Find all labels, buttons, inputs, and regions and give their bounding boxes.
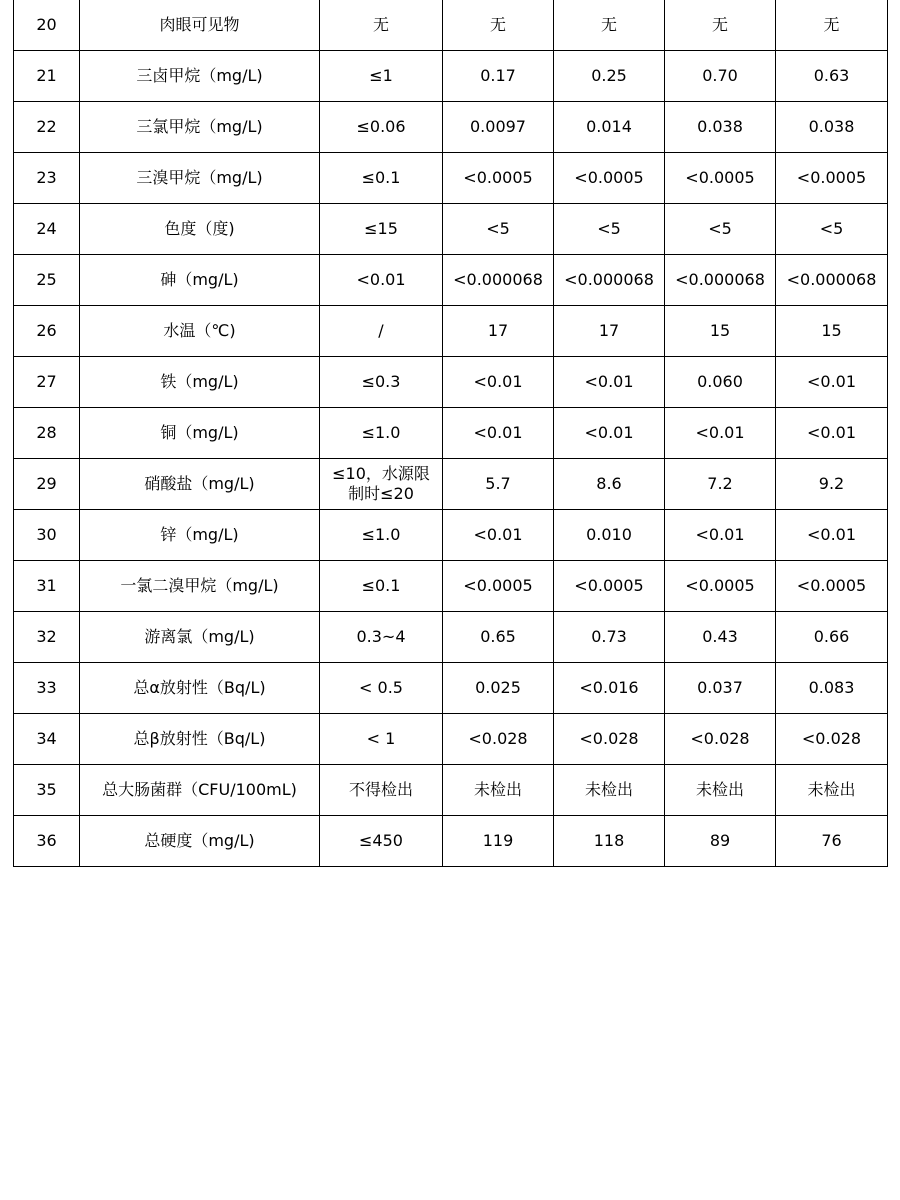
result-cell-4: 0.66 bbox=[776, 612, 888, 663]
standard-limit-cell: ≤1.0 bbox=[320, 408, 443, 459]
standard-limit-cell: 无 bbox=[320, 0, 443, 51]
result-cell-2: 0.73 bbox=[554, 612, 665, 663]
row-number-cell: 36 bbox=[14, 816, 80, 867]
water-quality-table-container bbox=[13, 0, 887, 867]
result-cell-1: 0.025 bbox=[443, 663, 554, 714]
result-cell-3: <0.0005 bbox=[665, 153, 776, 204]
test-item-cell: 水温（℃) bbox=[80, 306, 320, 357]
result-cell-2: 118 bbox=[554, 816, 665, 867]
result-cell-4: 15 bbox=[776, 306, 888, 357]
result-cell-3: 15 bbox=[665, 306, 776, 357]
row-number-cell: 34 bbox=[14, 714, 80, 765]
standard-limit-cell: / bbox=[320, 306, 443, 357]
table-row bbox=[14, 306, 888, 357]
result-cell-4: <0.01 bbox=[776, 408, 888, 459]
row-number-cell: 25 bbox=[14, 255, 80, 306]
row-number-cell: 21 bbox=[14, 51, 80, 102]
result-cell-3: 0.060 bbox=[665, 357, 776, 408]
result-cell-2: 17 bbox=[554, 306, 665, 357]
test-item-cell: 锌（mg/L) bbox=[80, 510, 320, 561]
table-row bbox=[14, 765, 888, 816]
result-cell-4: 0.038 bbox=[776, 102, 888, 153]
result-cell-2: <0.01 bbox=[554, 357, 665, 408]
table-row bbox=[14, 408, 888, 459]
result-cell-1: <0.028 bbox=[443, 714, 554, 765]
result-cell-2: <0.028 bbox=[554, 714, 665, 765]
row-number-cell: 35 bbox=[14, 765, 80, 816]
standard-limit-cell: < 0.5 bbox=[320, 663, 443, 714]
test-item-cell: 总α放射性（Bq/L) bbox=[80, 663, 320, 714]
result-cell-3: <0.01 bbox=[665, 510, 776, 561]
standard-limit-cell: ≤0.06 bbox=[320, 102, 443, 153]
water-quality-table bbox=[13, 0, 888, 867]
table-row bbox=[14, 816, 888, 867]
standard-limit-cell: ≤0.1 bbox=[320, 153, 443, 204]
result-cell-2: 0.25 bbox=[554, 51, 665, 102]
table-row bbox=[14, 153, 888, 204]
result-cell-4: 未检出 bbox=[776, 765, 888, 816]
result-cell-3: 0.70 bbox=[665, 51, 776, 102]
table-body bbox=[14, 0, 888, 867]
row-number-cell: 27 bbox=[14, 357, 80, 408]
table-row bbox=[14, 51, 888, 102]
result-cell-1: <0.01 bbox=[443, 408, 554, 459]
row-number-cell: 30 bbox=[14, 510, 80, 561]
row-number-cell: 20 bbox=[14, 0, 80, 51]
result-cell-4: <0.028 bbox=[776, 714, 888, 765]
table-row bbox=[14, 204, 888, 255]
table-row bbox=[14, 663, 888, 714]
test-item-cell: 硝酸盐（mg/L) bbox=[80, 459, 320, 510]
result-cell-2: <0.016 bbox=[554, 663, 665, 714]
standard-limit-cell: ≤1.0 bbox=[320, 510, 443, 561]
result-cell-3: 0.038 bbox=[665, 102, 776, 153]
result-cell-3: 未检出 bbox=[665, 765, 776, 816]
result-cell-4: <0.01 bbox=[776, 510, 888, 561]
row-number-cell: 22 bbox=[14, 102, 80, 153]
result-cell-1: 5.7 bbox=[443, 459, 554, 510]
result-cell-2: <0.01 bbox=[554, 408, 665, 459]
table-row bbox=[14, 510, 888, 561]
table-row bbox=[14, 561, 888, 612]
result-cell-1: <0.000068 bbox=[443, 255, 554, 306]
result-cell-1: <0.01 bbox=[443, 357, 554, 408]
test-item-cell: 三卤甲烷（mg/L) bbox=[80, 51, 320, 102]
test-item-cell: 色度（度) bbox=[80, 204, 320, 255]
result-cell-4: <0.0005 bbox=[776, 153, 888, 204]
result-cell-3: 0.43 bbox=[665, 612, 776, 663]
standard-limit-cell: ≤0.3 bbox=[320, 357, 443, 408]
result-cell-1: 0.0097 bbox=[443, 102, 554, 153]
result-cell-4: <0.000068 bbox=[776, 255, 888, 306]
standard-limit-cell: ≤1 bbox=[320, 51, 443, 102]
table-row bbox=[14, 714, 888, 765]
test-item-cell: 游离氯（mg/L) bbox=[80, 612, 320, 663]
test-item-cell: 铜（mg/L) bbox=[80, 408, 320, 459]
result-cell-1: <5 bbox=[443, 204, 554, 255]
result-cell-3: <0.01 bbox=[665, 408, 776, 459]
test-item-cell: 三溴甲烷（mg/L) bbox=[80, 153, 320, 204]
table-row bbox=[14, 255, 888, 306]
row-number-cell: 24 bbox=[14, 204, 80, 255]
row-number-cell: 32 bbox=[14, 612, 80, 663]
standard-limit-cell: ≤0.1 bbox=[320, 561, 443, 612]
test-item-cell: 铁（mg/L) bbox=[80, 357, 320, 408]
table-row bbox=[14, 459, 888, 510]
result-cell-2: <5 bbox=[554, 204, 665, 255]
test-item-cell: 总大肠菌群（CFU/100mL) bbox=[80, 765, 320, 816]
table-row bbox=[14, 0, 888, 51]
result-cell-2: <0.0005 bbox=[554, 561, 665, 612]
result-cell-3: 无 bbox=[665, 0, 776, 51]
result-cell-1: 未检出 bbox=[443, 765, 554, 816]
result-cell-1: 17 bbox=[443, 306, 554, 357]
test-item-cell: 总β放射性（Bq/L) bbox=[80, 714, 320, 765]
test-item-cell: 砷（mg/L) bbox=[80, 255, 320, 306]
standard-limit-cell: ≤10，水源限 制时≤20 bbox=[320, 459, 443, 510]
result-cell-3: <0.000068 bbox=[665, 255, 776, 306]
result-cell-1: 无 bbox=[443, 0, 554, 51]
result-cell-2: <0.000068 bbox=[554, 255, 665, 306]
result-cell-1: <0.0005 bbox=[443, 561, 554, 612]
result-cell-2: 0.010 bbox=[554, 510, 665, 561]
row-number-cell: 28 bbox=[14, 408, 80, 459]
result-cell-3: <0.028 bbox=[665, 714, 776, 765]
standard-limit-cell: 0.3~4 bbox=[320, 612, 443, 663]
test-item-cell: 总硬度（mg/L) bbox=[80, 816, 320, 867]
result-cell-4: 无 bbox=[776, 0, 888, 51]
result-cell-1: 0.65 bbox=[443, 612, 554, 663]
result-cell-2: 0.014 bbox=[554, 102, 665, 153]
standard-limit-cell: < 1 bbox=[320, 714, 443, 765]
result-cell-3: <0.0005 bbox=[665, 561, 776, 612]
result-cell-4: 9.2 bbox=[776, 459, 888, 510]
result-cell-4: 0.083 bbox=[776, 663, 888, 714]
result-cell-4: 0.63 bbox=[776, 51, 888, 102]
table-row bbox=[14, 102, 888, 153]
table-row bbox=[14, 612, 888, 663]
result-cell-1: <0.0005 bbox=[443, 153, 554, 204]
table-row bbox=[14, 357, 888, 408]
result-cell-3: 89 bbox=[665, 816, 776, 867]
standard-limit-cell: 不得检出 bbox=[320, 765, 443, 816]
result-cell-1: <0.01 bbox=[443, 510, 554, 561]
row-number-cell: 31 bbox=[14, 561, 80, 612]
result-cell-3: 7.2 bbox=[665, 459, 776, 510]
row-number-cell: 23 bbox=[14, 153, 80, 204]
test-item-cell: 肉眼可见物 bbox=[80, 0, 320, 51]
test-item-cell: 一氯二溴甲烷（mg/L) bbox=[80, 561, 320, 612]
row-number-cell: 26 bbox=[14, 306, 80, 357]
result-cell-4: <0.0005 bbox=[776, 561, 888, 612]
test-item-cell: 三氯甲烷（mg/L) bbox=[80, 102, 320, 153]
standard-limit-cell: <0.01 bbox=[320, 255, 443, 306]
result-cell-2: <0.0005 bbox=[554, 153, 665, 204]
result-cell-3: <5 bbox=[665, 204, 776, 255]
standard-limit-cell: ≤15 bbox=[320, 204, 443, 255]
row-number-cell: 33 bbox=[14, 663, 80, 714]
result-cell-2: 未检出 bbox=[554, 765, 665, 816]
standard-limit-cell: ≤450 bbox=[320, 816, 443, 867]
result-cell-1: 0.17 bbox=[443, 51, 554, 102]
result-cell-3: 0.037 bbox=[665, 663, 776, 714]
result-cell-2: 无 bbox=[554, 0, 665, 51]
result-cell-2: 8.6 bbox=[554, 459, 665, 510]
result-cell-4: <5 bbox=[776, 204, 888, 255]
result-cell-1: 119 bbox=[443, 816, 554, 867]
row-number-cell: 29 bbox=[14, 459, 80, 510]
result-cell-4: <0.01 bbox=[776, 357, 888, 408]
result-cell-4: 76 bbox=[776, 816, 888, 867]
